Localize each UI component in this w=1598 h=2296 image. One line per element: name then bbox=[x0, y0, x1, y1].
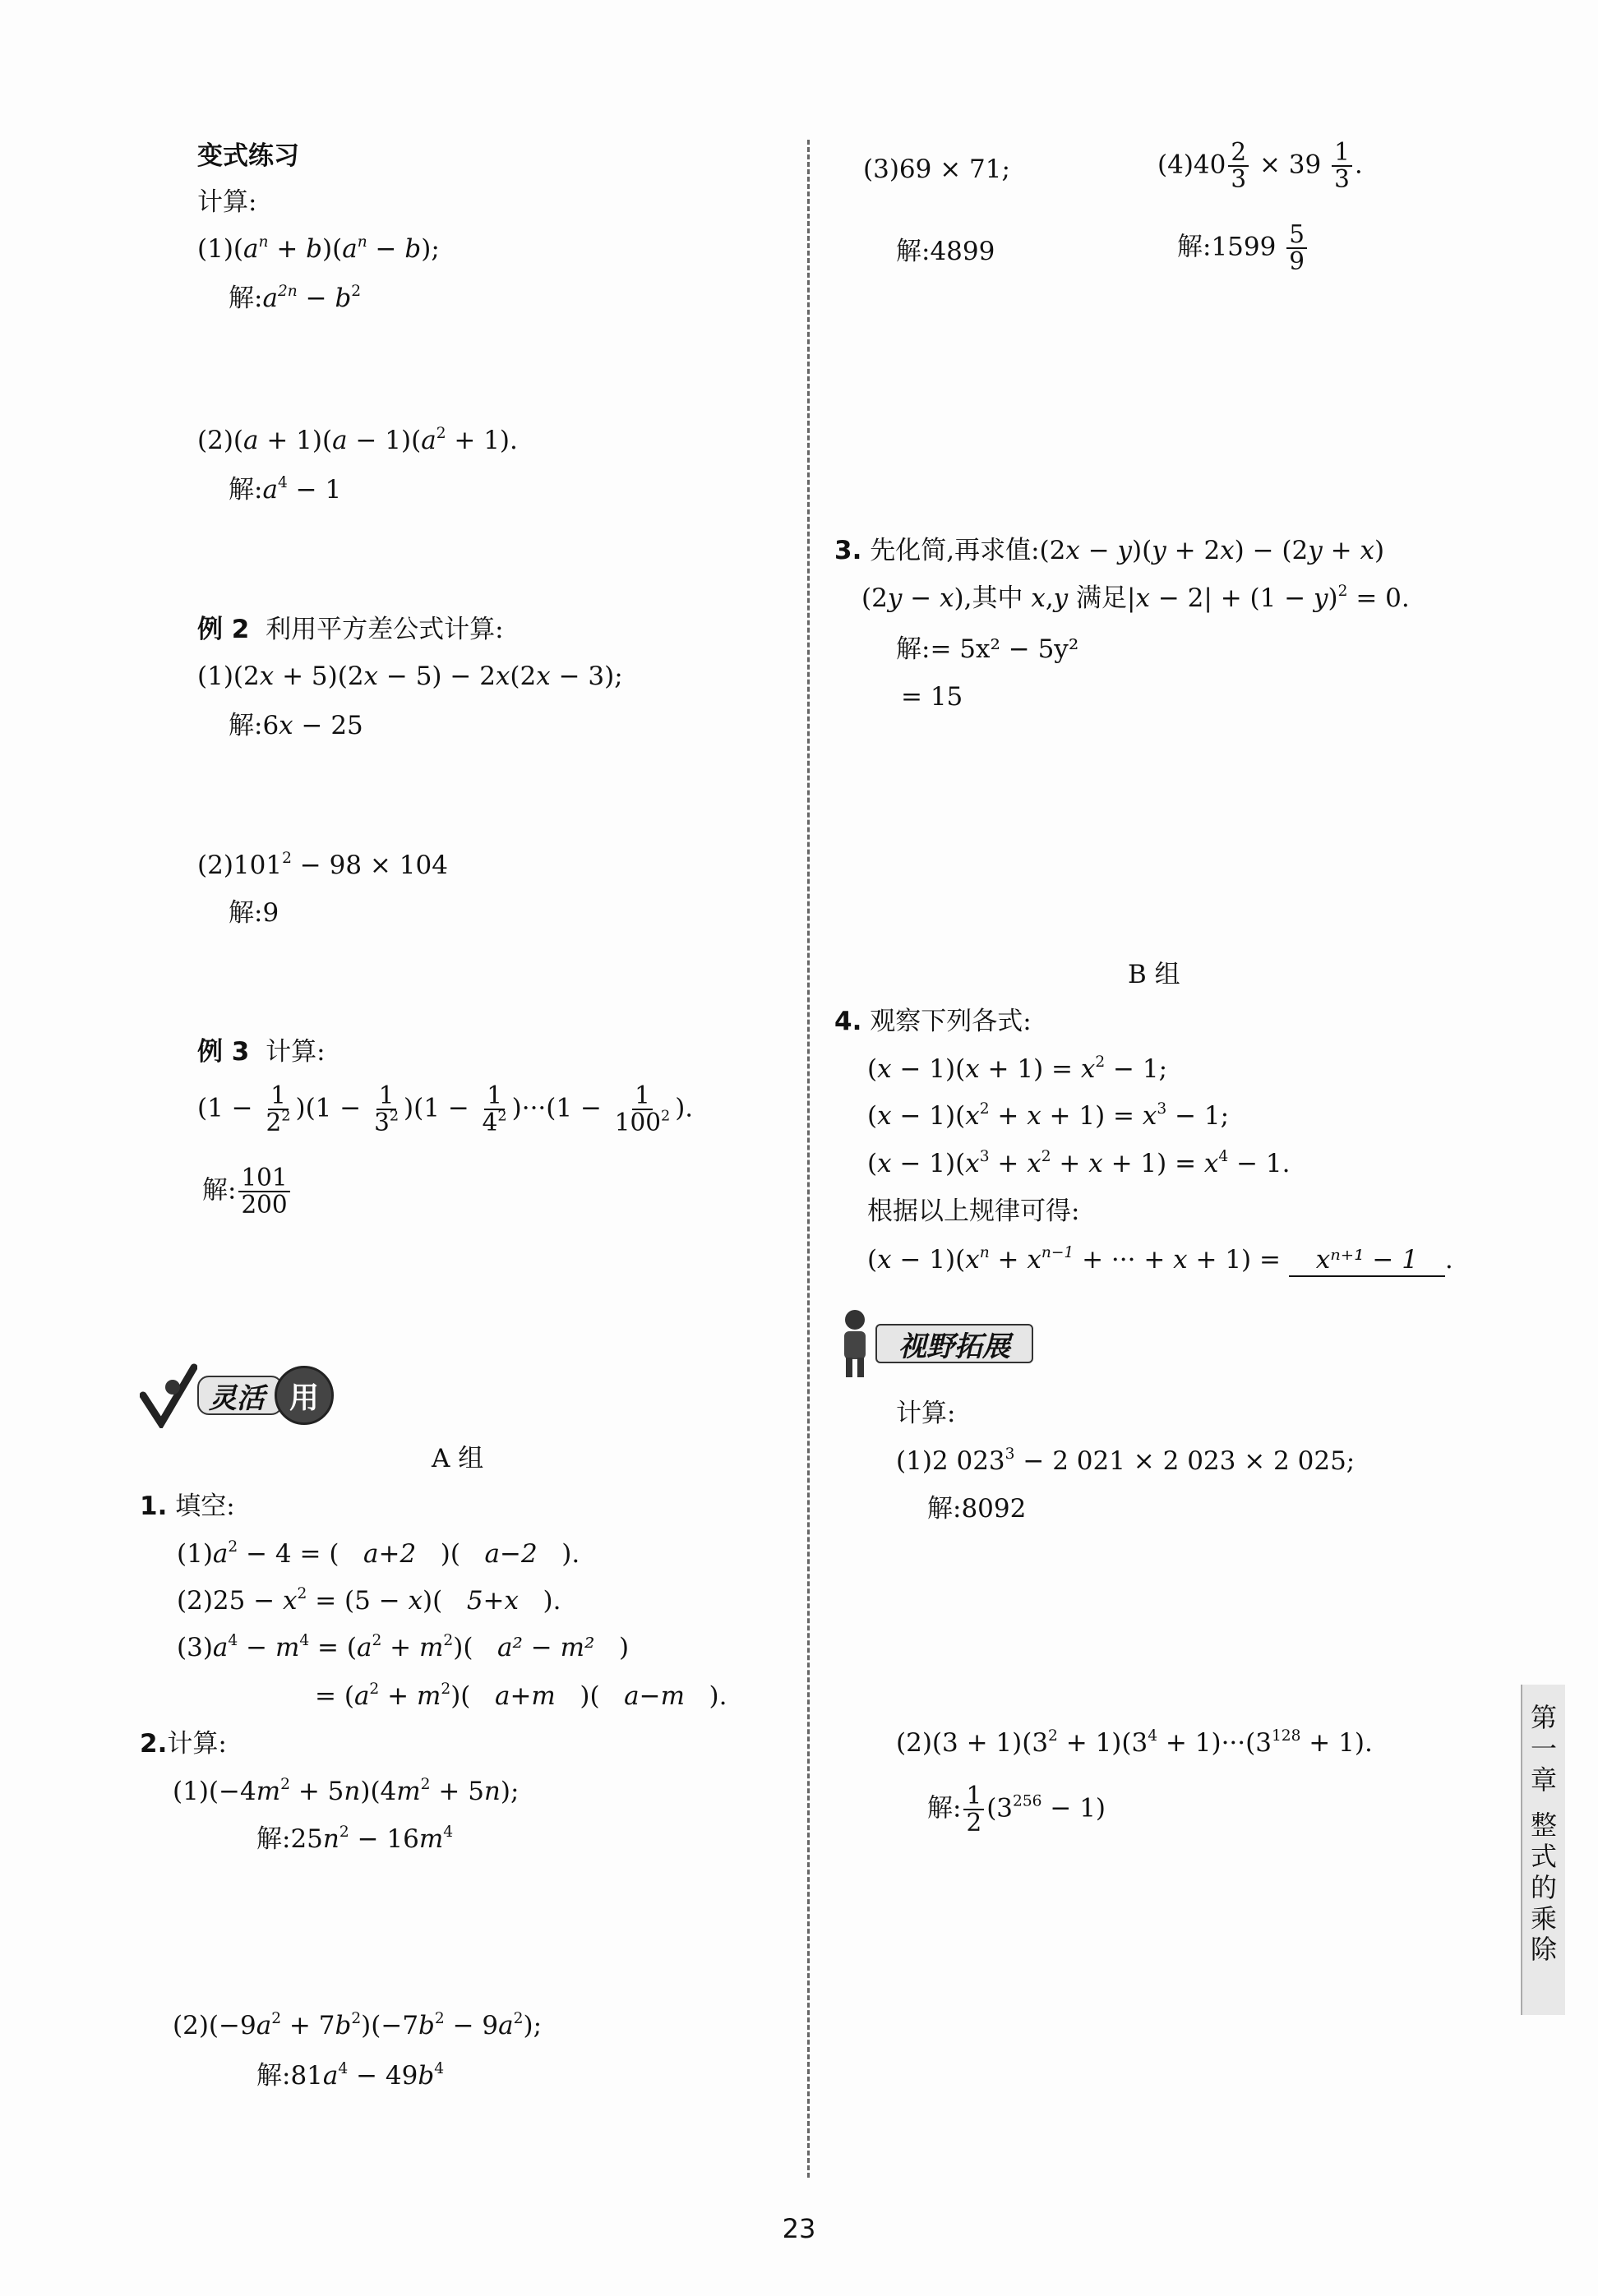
variation-answer-2: 解$:a^4 - 1$ bbox=[229, 473, 342, 505]
problem-3: (3)69 × 71; bbox=[863, 154, 1010, 184]
reader-figure-icon bbox=[834, 1307, 875, 1381]
question-4-heading: 4. 观察下列各式: bbox=[834, 1007, 1032, 1036]
extension-problem-2: $(2)(3 + 1)(3^2 + 1)(3^4 + 1)\cdot\cdot\cdot(3^{128} + 1)$. bbox=[896, 1727, 1373, 1758]
example-2-problem-1: (1)(2x + 5)(2x − 5) − 2x(2x − 3); bbox=[197, 662, 623, 691]
example-3-problem: (1 − $\frac{1}{2^2}$ )(1 − $\frac{1}{3^2}$ )(1 − $\frac{1}{4^2}$ )···(1 − $\frac{1}{100^2}$ ). bbox=[197, 1081, 694, 1136]
group-b-label: B 组 bbox=[1128, 960, 1180, 989]
variation-answer-1: 解$:a^{2n} - b^2$ bbox=[229, 282, 362, 313]
question-4-answer-blank: xⁿ⁺¹ − 1 bbox=[1289, 1245, 1445, 1277]
chapter-side-tab: 第 一 章 整 式 的 乘 除 bbox=[1521, 1685, 1565, 2015]
question-3-answer-2: = 15 bbox=[901, 682, 963, 712]
question-1c-line2: = $(a^2 + m^2)$( a+m )( a−m ). bbox=[315, 1680, 727, 1711]
question-3-answer-1: 解:= 5x² − 5y² bbox=[896, 634, 1079, 664]
vision-expansion-section-badge bbox=[834, 1307, 1033, 1381]
column-divider bbox=[807, 140, 810, 2178]
example-2-answer-1: 解:6x − 25 bbox=[229, 711, 363, 740]
extension-problem-1: (1)2 $023^3 - 2$ 021 × 2 023 × 2 025; bbox=[896, 1445, 1356, 1476]
question-4-line2: $(x - 1)(x^2 + x + 1) = x^3 - 1$; bbox=[867, 1100, 1230, 1131]
extension-calc-label: 计算: bbox=[896, 1399, 956, 1428]
question-1c: $(3)a^4 - m^4 = (a^2 + m^2)$( a² − m² ) bbox=[177, 1631, 630, 1662]
section-badge-text: 灵活 bbox=[197, 1376, 283, 1415]
question-2-answer-1: 解$:25n^2 - 16m^4$ bbox=[256, 1823, 454, 1854]
group-a-label: A 组 bbox=[432, 1444, 484, 1473]
section-badge-text: 视野拓展 bbox=[875, 1324, 1033, 1363]
question-4-rule: 根据以上规律可得: bbox=[867, 1196, 1080, 1226]
calc-label: 计算: bbox=[197, 187, 257, 217]
question-2-problem-2: $(2)(-9a^2 + 7b^2)(-7b^2 - 9a^2)$; bbox=[173, 2009, 543, 2040]
example-2-answer-2: 解:9 bbox=[229, 898, 279, 928]
problem-4: (4)40 $\frac{2}{3}$ × 39 $\frac{1}{3}$ . bbox=[1157, 138, 1363, 193]
question-2-problem-1: $(1)(-4m^2 + 5n)(4m^2 + 5n)$; bbox=[173, 1775, 520, 1806]
question-3-line1: 3. 先化简,再求值:(2x − y)(y + 2x) − (2y + x) bbox=[834, 536, 1385, 565]
problem-4-answer: 解:1599 $\frac{5}{9}$ bbox=[1177, 222, 1309, 274]
variation-title: 变式练习 bbox=[197, 141, 299, 171]
problem-3-answer: 解:4899 bbox=[896, 237, 995, 266]
example-3-answer: 解: $\frac{101}{200}$ bbox=[202, 1165, 293, 1218]
variation-problem-2: $(2)(a + 1)(a - 1)(a^2 + 1)$. bbox=[197, 424, 518, 455]
section-badge-circle: 用 bbox=[275, 1366, 334, 1425]
question-2-answer-2: 解$:81a^4 - 49b^4$ bbox=[256, 2059, 445, 2091]
extension-answer-2: 解: $\frac{1}{2}$ $(3^{256} - 1)$ bbox=[927, 1782, 1106, 1837]
question-4-line1: $(x - 1)(x + 1) = x^2 - 1$; bbox=[867, 1053, 1168, 1084]
question-3-line2: (2y − x),其中 x,y 满足$|x - 2| + (1 - y)^2 = 0$. bbox=[861, 582, 1410, 613]
question-1b: $(2)25 - x^2 = (5 - x)$( 5+x ). bbox=[177, 1584, 561, 1616]
variation-problem-1: $(1)(a^n + b)(a^n - b)$; bbox=[197, 233, 440, 264]
example-2-heading: 例 2 利用平方差公式计算: bbox=[197, 615, 504, 644]
extension-answer-1: 解:8092 bbox=[927, 1494, 1027, 1524]
flexible-use-section-badge bbox=[140, 1362, 334, 1428]
page-number: 23 bbox=[782, 2213, 816, 2244]
question-1a: $(1)a^2 - 4$ = ( a+2 )( a−2 ). bbox=[177, 1538, 580, 1569]
example-2-problem-2: $(2)101^2 - 98 \times 104$ bbox=[197, 849, 448, 880]
question-1-heading: 1. 填空: bbox=[140, 1491, 235, 1521]
question-2-heading: 2.计算: bbox=[140, 1729, 227, 1759]
question-4-line3: $(x - 1)(x^3 + x^2 + x + 1) = x^4 - 1$. bbox=[867, 1147, 1291, 1178]
example-3-heading: 例 3 计算: bbox=[197, 1037, 326, 1067]
question-4-conclusion: $(x - 1)(x^n + x^{n-1}$ + ··· + x + 1) = xⁿ⁺¹ − 1 . bbox=[867, 1245, 1453, 1277]
checkmark-figure-icon bbox=[140, 1362, 197, 1428]
